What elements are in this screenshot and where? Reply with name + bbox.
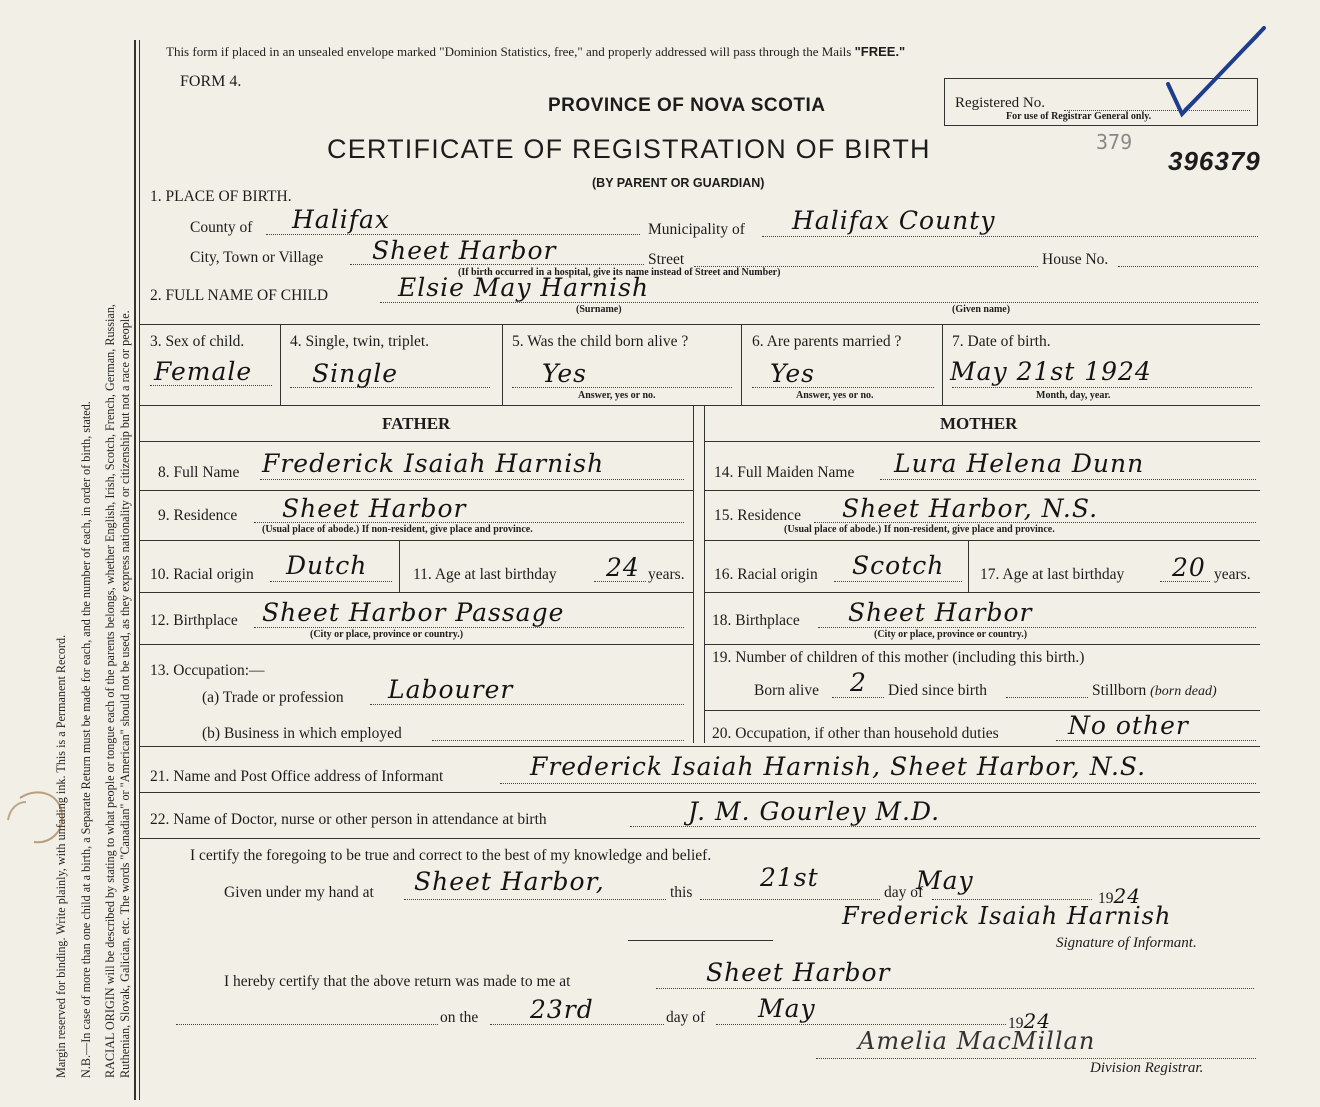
given-under-label: Given under my hand at (224, 884, 374, 901)
father-trade-line (370, 704, 684, 705)
registrar-text: I hereby certify that the above return was made to me at (224, 973, 571, 990)
registrar-dayof-label: day of (666, 1009, 706, 1026)
row-rule-bottom (140, 405, 1260, 406)
father-trade-label: (a) Trade or profession (202, 689, 344, 706)
m-rule-2 (704, 490, 1260, 491)
given-month-value: May (916, 866, 974, 895)
married-label: 6. Are parents married ? (752, 333, 902, 350)
mother-occupation-value: No other (1068, 711, 1189, 740)
rule-21 (140, 792, 1260, 793)
father-racial-value: Dutch (286, 551, 368, 580)
street-label: Street (648, 251, 685, 268)
doctor-value: J. M. Gourley M.D. (688, 797, 941, 826)
separator-short (628, 940, 773, 941)
given-day-value: 21st (760, 863, 819, 892)
alive-label: 5. Was the child born alive ? (512, 333, 689, 350)
registrar-on-label: on the (440, 1009, 479, 1026)
parents-divider-right (704, 405, 705, 743)
municipality-label: Municipality of (648, 221, 745, 238)
sex-label: 3. Sex of child. (150, 333, 245, 350)
given-name-note: (Given name) (952, 304, 1011, 315)
m-age-divider (968, 540, 969, 592)
married-note: Answer, yes or no. (796, 390, 874, 401)
father-trade-value: Labourer (388, 675, 514, 704)
city-label: City, Town or Village (190, 249, 324, 266)
mother-racial-value: Scotch (852, 551, 945, 580)
mother-birthplace-value: Sheet Harbor (848, 598, 1033, 627)
father-birthplace-value: Sheet Harbor Passage (262, 598, 565, 627)
certificate-title: CERTIFICATE OF REGISTRATION OF BIRTH (327, 134, 931, 164)
given-place-line (404, 899, 666, 900)
m-rule-1 (704, 441, 1260, 442)
alive-value: Yes (542, 359, 587, 388)
signature-informant-label: Signature of Informant. (1056, 935, 1197, 951)
city-value: Sheet Harbor (372, 236, 557, 265)
father-name-label: 8. Full Name (158, 464, 240, 481)
mother-residence-label: 15. Residence (714, 507, 801, 524)
mother-residence-note: (Usual place of abode.) If non-resident, give place and province. (784, 524, 1055, 535)
rule-22 (140, 838, 1260, 839)
father-business-label: (b) Business in which employed (202, 725, 402, 742)
f-rule-5 (140, 644, 693, 645)
dayof-label: day of (884, 884, 924, 901)
registrar-month-value: May (758, 994, 816, 1023)
registrar-lead-line (176, 1024, 438, 1025)
f-rule-2 (140, 490, 693, 491)
row-div-3 (741, 324, 742, 405)
margin-note-racial-origin-cont: Ruthenian, Slovak, Galician, etc. The words "Canadian" or "American" should not be used, as they express nationality or citizenship but not a race or people. (118, 310, 132, 1078)
doctor-label: 22. Name of Doctor, nurse or other person in attendance at birth (150, 811, 547, 828)
informant-signature: Frederick Isaiah Harnish (842, 902, 1172, 930)
f-age-divider (399, 540, 400, 592)
child-name-value: Elsie May Harnish (398, 273, 650, 302)
registrar-day-value: 23rd (530, 995, 594, 1024)
father-heading: FATHER (382, 414, 451, 433)
born-alive-value: 2 (850, 668, 867, 697)
parents-rule-bottom (140, 746, 1260, 747)
registrar-signature-line (816, 1058, 1256, 1059)
county-value: Halifax (292, 205, 390, 234)
given-day-line (700, 899, 880, 900)
child-name-label: 2. FULL NAME OF CHILD (150, 287, 329, 304)
mother-occupation-line (1056, 740, 1256, 741)
father-birthplace-line (254, 627, 684, 628)
dob-label: 7. Date of birth. (952, 333, 1051, 350)
row-div-2 (502, 324, 503, 405)
stillborn-label: Stillborn (born dead) (1092, 682, 1217, 699)
doctor-line (630, 826, 1256, 827)
born-alive-line (832, 697, 884, 698)
surname-note: (Surname) (576, 304, 622, 315)
row-div-1 (280, 324, 281, 405)
informant-line (500, 783, 1256, 784)
registration-number: 396379 (1168, 146, 1261, 176)
dob-value: May 21st 1924 (950, 357, 1152, 386)
father-residence-label: 9. Residence (158, 507, 238, 524)
dob-line (952, 387, 1252, 388)
certificate-subtitle: (BY PARENT OR GUARDIAN) (592, 176, 765, 190)
municipality-line (762, 236, 1258, 237)
mother-birthplace-note: (City or place, province or country.) (874, 629, 1028, 640)
informant-value: Frederick Isaiah Harnish, Sheet Harbor, N.S. (530, 752, 1147, 781)
father-birthplace-note: (City or place, province or country.) (310, 629, 464, 640)
mother-name-line (880, 479, 1256, 480)
mother-occupation-label: 20. Occupation, if other than household duties (712, 725, 999, 742)
margin-note-multiple-births: N.B.—In case of more than one child at a birth, a Separate Return must be made for each, and the number of each, in order of birth, stated. (79, 401, 93, 1078)
single-value: Single (312, 359, 399, 388)
mother-age-value: 20 (1172, 553, 1206, 582)
father-name-line (260, 479, 684, 480)
alive-note: Answer, yes or no. (578, 390, 656, 401)
died-since-label: Died since birth (888, 682, 988, 699)
father-business-line (432, 740, 684, 741)
row-rule-top (140, 324, 1260, 325)
hospital-note: (If birth occurred in a hospital, give its name instead of Street and Number) (458, 267, 781, 278)
given-year: 1924 (1098, 884, 1141, 908)
province-heading: PROVINCE OF NOVA SCOTIA (548, 95, 826, 116)
given-month-line (932, 899, 1092, 900)
row-div-4 (942, 324, 943, 405)
child-name-line (380, 302, 1258, 303)
stain-mark (0, 780, 70, 850)
margin-rule-inner (139, 40, 140, 1100)
registrar-year: 1924 (1008, 1009, 1051, 1033)
registrar-place-value: Sheet Harbor (706, 958, 891, 987)
father-age-value: 24 (606, 553, 640, 582)
dob-note: Month, day, year. (1036, 390, 1111, 401)
house-label: House No. (1042, 251, 1109, 268)
father-age-label: 11. Age at last birthday (413, 566, 557, 583)
stamp-small-number: 379 (1096, 130, 1133, 154)
sex-value: Female (154, 357, 253, 386)
registered-label: Registered No. (955, 95, 1045, 111)
mail-notice: This form if placed in an unsealed envelope marked "Dominion Statistics, free," and properly addressed will pass through the Mails "FREE." (166, 44, 906, 59)
mother-children-label: 19. Number of children of this mother (including this birth.) (712, 649, 1085, 666)
single-label: 4. Single, twin, triplet. (290, 333, 430, 350)
mother-racial-label: 16. Racial origin (714, 566, 818, 583)
father-racial-line (270, 581, 392, 582)
this-label: this (670, 884, 693, 901)
municipality-value: Halifax County (792, 206, 996, 235)
mother-racial-line (834, 581, 962, 582)
mother-name-label: 14. Full Maiden Name (714, 464, 855, 481)
certify-text: I certify the foregoing to be true and correct to the best of my knowledge and belief. (190, 847, 712, 864)
father-years-label: years. (648, 566, 685, 583)
f-rule-3 (140, 540, 693, 541)
mother-heading: MOTHER (940, 414, 1018, 433)
place-heading: 1. PLACE OF BIRTH. (150, 188, 292, 205)
margin-rule (134, 40, 136, 1100)
margin-note-racial-origin: RACIAL ORIGIN will be described by stating to what people or tongue each of the parents belongs, whether English, Irish, Scotch, French, German, Russian, (103, 304, 117, 1078)
mother-birthplace-line (818, 627, 1256, 628)
form-number: FORM 4. (180, 73, 242, 90)
father-racial-label: 10. Racial origin (150, 566, 254, 583)
county-label: County of (190, 219, 253, 236)
m-rule-5 (704, 644, 1260, 645)
married-value: Yes (770, 359, 815, 388)
registrar-signature: Amelia MacMillan (858, 1027, 1096, 1055)
mother-age-label: 17. Age at last birthday (980, 566, 1125, 583)
parents-divider-left (693, 405, 694, 743)
mother-name-value: Lura Helena Dunn (894, 449, 1145, 478)
father-residence-value: Sheet Harbor (282, 494, 467, 523)
father-residence-note: (Usual place of abode.) If non-resident, give place and province. (262, 524, 533, 535)
informant-label: 21. Name and Post Office address of Informant (150, 768, 444, 785)
mother-birthplace-label: 18. Birthplace (712, 612, 800, 629)
died-since-line (1006, 697, 1088, 698)
m-rule-4 (704, 592, 1260, 593)
father-birthplace-label: 12. Birthplace (150, 612, 238, 629)
county-line (266, 234, 640, 235)
check-mark-icon (1160, 24, 1270, 124)
given-place-value: Sheet Harbor, (414, 867, 605, 896)
f-rule-1 (140, 441, 693, 442)
father-name-value: Frederick Isaiah Harnish (262, 449, 605, 478)
registrar-month-line (716, 1024, 1006, 1025)
born-alive-label: Born alive (754, 682, 819, 699)
division-registrar-label: Division Registrar. (1090, 1060, 1204, 1076)
f-rule-4 (140, 592, 693, 593)
registrar-use-note: For use of Registrar General only. (1006, 111, 1152, 122)
mother-residence-value: Sheet Harbor, N.S. (842, 494, 1099, 523)
mother-years-label: years. (1214, 566, 1251, 583)
registrar-day-line (490, 1024, 664, 1025)
registrar-place-line (656, 988, 1254, 989)
father-occupation-label: 13. Occupation:— (150, 662, 265, 679)
m-rule-3 (704, 540, 1260, 541)
house-line (1118, 266, 1258, 267)
margin-note-binding: Margin reserved for binding. Write plainly, with unfading ink. This is a Permanent Record. (54, 634, 68, 1078)
